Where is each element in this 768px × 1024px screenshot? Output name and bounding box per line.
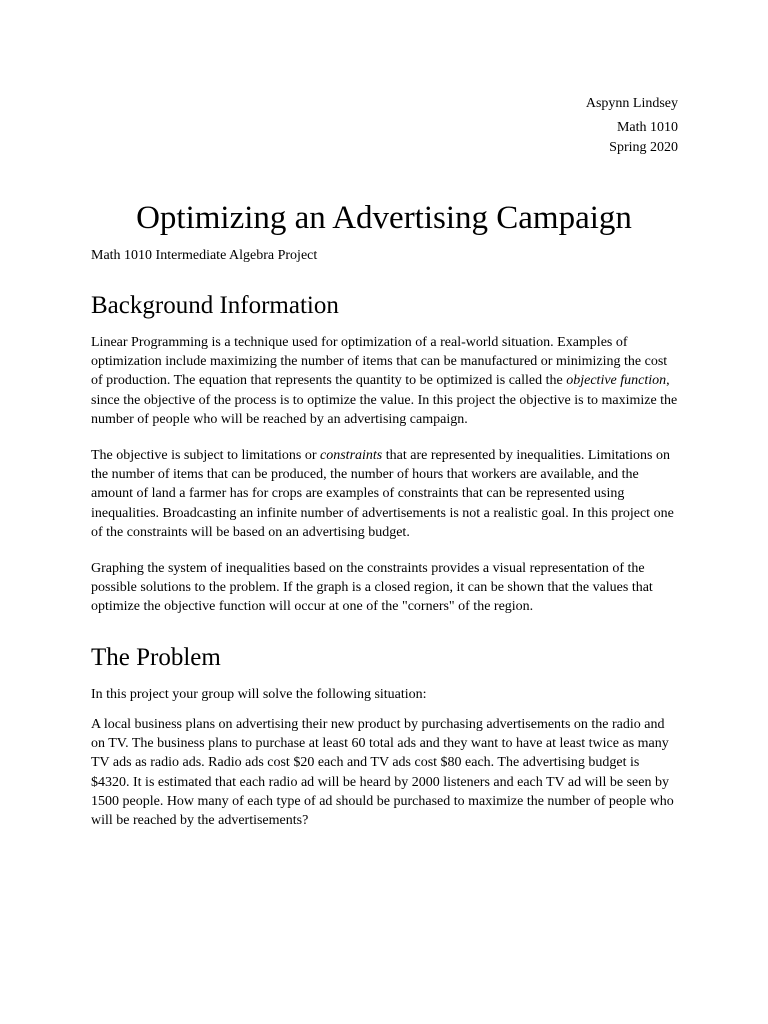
document-subtitle: Math 1010 Intermediate Algebra Project <box>91 248 318 263</box>
problem-intro: In this project your group will solve the following situation: <box>91 687 427 702</box>
problem-statement: A local business plans on advertising their new product by purchasing advertisements on the radio and on TV. The business plans to purchase at least 60 total ads and they want to have at least twice as many TV ads as radio ads. Radio ads cost $20 each and TV ads cost $80 each. The advertising budget is $4320. It is estimated that each radio ad will be heard by 2000 listeners and each TV ad will be seen by 1500 people. How many of each type of ad should be purchased to maximize the number of people who will be reached by the advertisements? <box>91 717 674 829</box>
background-paragraph-2: The objective is subject to limitations or constraints that are represented by inequalities. Limitations on the number of items that can be produced, the number of hours that workers are available, and the amount of land a farmer has for crops are examples of constraints that can be represented using inequalities. Broadcasting an infinite number of advertisements is not a realistic goal. In this project one of the constraints will be based on an advertising budget. <box>91 448 674 540</box>
document-title: Optimizing an Advertising Campaign <box>136 200 632 236</box>
section-heading-problem: The Problem <box>91 644 221 671</box>
term-label: Spring 2020 <box>609 140 678 155</box>
document-header <box>586 94 678 158</box>
constraints-term: constraints <box>320 448 383 463</box>
objective-function-term: objective function <box>566 373 667 389</box>
course-name: Math 1010 <box>616 120 678 135</box>
author-name: Aspynn Lindsey <box>585 96 678 111</box>
section-heading-background: Background Information <box>91 292 339 319</box>
background-paragraph-3: Graphing the system of inequalities based on the constraints provides a visual representation of the possible solutions to the problem. If the graph is a closed region, it can be shown that the values that optimize the objective function will occur at one of the "corners" of the region. <box>91 561 653 615</box>
background-paragraph-1: Linear Programming is a technique used for optimization of a real-world situation. Examples of optimization include maximizing the number of items that can be manufactured or minimizing the cost of production. The equation that represents the quantity to be optimized is called the objective function, since the objective of the process is to optimize the value. In this project the objective is to maximize the number of people who will be reached by an advertising campaign. <box>91 335 678 427</box>
